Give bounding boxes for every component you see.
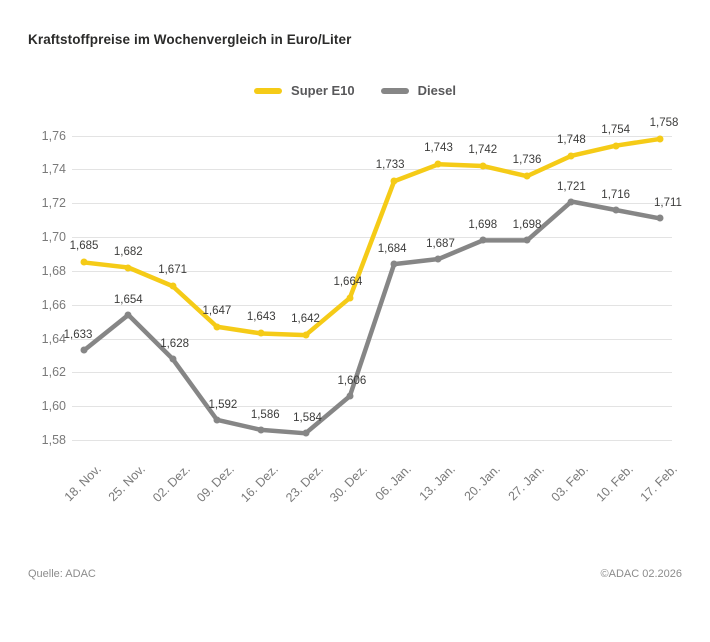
- x-axis-tick-label: 30. Dez.: [326, 462, 370, 505]
- y-axis-tick-label: 1,70: [41, 230, 66, 245]
- data-point: [169, 355, 176, 362]
- data-point-label: 1,586: [250, 408, 280, 421]
- legend-item-super-e10[interactable]: [254, 83, 355, 98]
- data-point-label: 1,592: [208, 398, 238, 411]
- data-point: [258, 330, 265, 337]
- data-point: [346, 294, 353, 301]
- data-point: [169, 283, 176, 290]
- data-point: [125, 264, 132, 271]
- x-axis-tick-label: 23. Dez.: [282, 462, 326, 505]
- data-point: [657, 215, 664, 222]
- data-point-label: 1,711: [654, 197, 682, 210]
- series-line-super-e10: [84, 139, 660, 335]
- y-axis-tick-label: 1,64: [41, 331, 66, 346]
- y-axis-tick-label: 1,68: [41, 263, 66, 278]
- page-title: Kraftstoffpreise im Wochenvergleich in Euro/Liter: [28, 32, 352, 47]
- data-point: [435, 256, 442, 263]
- x-axis-tick-label: 09. Dez.: [193, 462, 237, 505]
- data-point: [125, 311, 132, 318]
- data-point: [213, 323, 220, 330]
- data-point-label: 1,698: [468, 219, 498, 232]
- x-axis-tick-label: 10. Feb.: [593, 462, 636, 505]
- data-point: [435, 161, 442, 168]
- x-axis-tick-label: 20. Jan.: [461, 462, 503, 504]
- data-point: [213, 416, 220, 423]
- data-point: [258, 426, 265, 433]
- data-point-label: 1,721: [556, 180, 586, 193]
- x-axis-tick-label: 02. Dez.: [149, 462, 193, 505]
- plot-area: [63, 116, 682, 457]
- data-point: [524, 173, 531, 180]
- data-point-label: 1,671: [158, 264, 187, 277]
- x-axis-tick-label: 18. Nov.: [61, 462, 104, 505]
- data-point: [568, 152, 575, 159]
- x-axis-tick-label: 17. Feb.: [637, 462, 680, 505]
- source-note: Quelle: ADAC: [28, 568, 96, 580]
- data-point-label: 1,716: [601, 188, 631, 201]
- data-point-label: 1,654: [113, 293, 143, 306]
- copyright-note: ©ADAC 02.2026: [600, 568, 682, 580]
- y-axis-tick-label: 1,62: [41, 365, 66, 380]
- data-point-label: 1,748: [556, 133, 586, 146]
- data-point: [524, 237, 531, 244]
- data-point-label: 1,606: [337, 375, 367, 388]
- data-point-label: 1,643: [246, 311, 276, 324]
- data-point-label: 1,758: [649, 116, 679, 129]
- legend-item-diesel[interactable]: [381, 83, 456, 98]
- y-axis-tick-label: 1,66: [41, 297, 66, 312]
- data-point-label: 1,733: [375, 159, 405, 172]
- data-point: [346, 393, 353, 400]
- data-point-label: 1,743: [424, 142, 453, 155]
- y-axis-tick-label: 1,74: [41, 162, 66, 177]
- data-point-label: 1,628: [160, 337, 189, 350]
- data-point: [391, 261, 398, 268]
- data-point: [302, 332, 309, 339]
- x-axis-tick-label: 27. Jan.: [505, 462, 547, 504]
- data-point-label: 1,584: [293, 412, 322, 425]
- y-axis-tick-label: 1,58: [41, 433, 66, 448]
- data-point: [479, 162, 486, 169]
- data-point: [568, 198, 575, 205]
- x-axis-tick-label: 06. Jan.: [372, 462, 415, 504]
- legend-swatch-diesel: [381, 88, 409, 94]
- data-point: [302, 430, 309, 437]
- data-point-label: 1,742: [468, 143, 498, 156]
- x-axis-tick-label: 13. Jan.: [416, 462, 459, 504]
- data-point-label: 1,685: [69, 240, 99, 253]
- data-point-label: 1,754: [601, 123, 631, 136]
- x-axis-tick-label: 03. Feb.: [548, 462, 592, 505]
- legend-label-diesel: Diesel: [417, 83, 456, 98]
- data-point-label: 1,736: [512, 154, 542, 167]
- data-point: [81, 347, 88, 354]
- data-point-label: 1,664: [333, 275, 363, 288]
- legend-swatch-super-e10: [254, 88, 282, 94]
- y-axis-tick-label: 1,76: [41, 128, 66, 143]
- data-point-label: 1,687: [426, 238, 455, 251]
- series-lines: [69, 122, 672, 457]
- data-point: [81, 259, 88, 266]
- legend: [0, 83, 710, 98]
- data-point-label: 1,642: [291, 313, 320, 326]
- data-point: [657, 135, 664, 142]
- data-point: [391, 178, 398, 185]
- data-point-label: 1,633: [63, 329, 93, 342]
- data-point: [479, 237, 486, 244]
- x-axis-labels: [61, 462, 680, 532]
- legend-label-super-e10: Super E10: [291, 83, 355, 98]
- y-axis-tick-label: 1,60: [41, 399, 66, 414]
- x-axis-tick-label: 16. Dez.: [238, 462, 282, 505]
- data-point: [612, 206, 619, 213]
- data-point-label: 1,698: [512, 219, 542, 232]
- data-point-label: 1,647: [202, 304, 232, 317]
- y-axis-tick-label: 1,72: [41, 196, 66, 211]
- y-axis-labels: [0, 122, 66, 457]
- data-point-label: 1,684: [377, 243, 407, 256]
- data-point-label: 1,682: [113, 245, 143, 258]
- x-axis-tick-label: 25. Nov.: [106, 462, 149, 505]
- data-point: [612, 142, 619, 149]
